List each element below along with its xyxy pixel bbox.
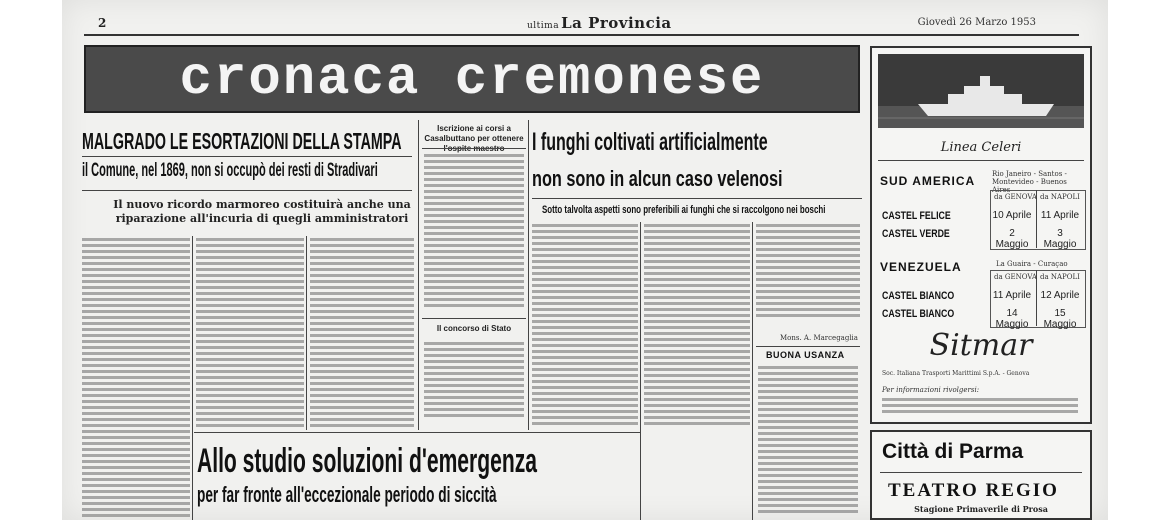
sitmar-advertisement [870, 46, 1092, 424]
middle-subheadline: non sono in alcun caso velenosi [532, 166, 783, 191]
info-line: Per informazioni rivolgersi: [882, 386, 980, 394]
col-genova: da GENOVA [994, 193, 1037, 201]
departure-date: 12 Aprile [1040, 290, 1080, 301]
text-column [310, 238, 414, 430]
left-headline: MALGRADO LE ESORTAZIONI DELLA STAMPA [82, 128, 402, 154]
divider [82, 190, 412, 191]
small-article-subhead: Il concorso di Stato [436, 324, 512, 333]
ship-name: CASTEL BIANCO [882, 308, 955, 320]
text-column [82, 238, 190, 520]
note-byline: Mons. A. Marcegaglia [780, 334, 858, 342]
sitmar-brand: Sitmar [929, 328, 1033, 363]
column-rule [418, 120, 419, 430]
departure-date: 14 Maggio [995, 308, 1029, 330]
header-rule [84, 34, 1079, 36]
col-napoli: da NAPOLI [1040, 273, 1080, 281]
divider [880, 472, 1082, 473]
text-column [882, 398, 1078, 416]
col-napoli: da NAPOLI [1040, 193, 1080, 201]
divider [532, 198, 862, 199]
departure-date: 11 Aprile [992, 290, 1032, 301]
column-rule [192, 236, 193, 520]
column-rule [752, 222, 753, 520]
bottom-headline: Allo studio soluzioni d'emergenza [197, 442, 537, 480]
issue-date: Giovedì 26 Marzo 1953 [917, 17, 1036, 28]
theatre-name: TEATRO REGIO [888, 480, 1059, 501]
departure-date: 11 Aprile [1040, 210, 1080, 221]
column-rule [306, 236, 307, 430]
south-america-route: Rio Janeiro - Santos - Montevideo - Buenos Aires [992, 170, 1067, 194]
page-number: 2 [98, 16, 107, 30]
departure-date: 10 Aprile [992, 210, 1032, 221]
divider [756, 346, 860, 347]
text-column [644, 224, 750, 428]
column-rule [528, 120, 529, 430]
venezuela-route: La Guaira - Curaçao [996, 260, 1068, 268]
text-column [532, 224, 638, 428]
departure-date: 15 Maggio [1043, 308, 1077, 330]
text-column [196, 238, 304, 430]
season-line: Stagione Primaverile di Prosa [914, 504, 1048, 514]
text-column [756, 224, 860, 320]
divider [194, 432, 640, 433]
ship-name: CASTEL FELICE [882, 210, 951, 222]
section-title: cronaca cremonese [179, 48, 765, 110]
text-column [424, 154, 524, 310]
masthead [527, 14, 672, 32]
departure-date: 2 Maggio [995, 228, 1029, 250]
section-banner [84, 45, 860, 113]
parma-title: Città di Parma [882, 440, 1024, 463]
masthead-prefix: ultima [527, 21, 560, 31]
ship-name: CASTEL BIANCO [882, 290, 955, 302]
divider [422, 148, 526, 149]
newspaper-page [62, 0, 1108, 520]
ship-name: CASTEL VERDE [882, 228, 950, 240]
column-rule [640, 222, 641, 520]
region-venezuela: VENEZUELA [880, 260, 962, 274]
linea-celeri: Linea Celeri [940, 140, 1022, 155]
text-column [758, 366, 858, 516]
middle-headline: I funghi coltivati artificialmente [532, 128, 768, 156]
departure-date: 3 Maggio [1043, 228, 1077, 250]
text-column [424, 342, 524, 420]
small-article-headline: Iscrizione ai corsi a Casalbuttano per ottenere [424, 124, 524, 143]
left-deck: Il nuovo ricordo marmoreo costituirà anche una riparazione all'incuria di quegli amministratori [113, 198, 411, 225]
region-south-america: SUD AMERICA [880, 174, 976, 188]
divider [878, 160, 1084, 161]
parma-advertisement [870, 430, 1092, 520]
ship-illustration [878, 54, 1084, 128]
page-header [62, 0, 1108, 34]
ship-icon [878, 54, 1084, 128]
divider [422, 318, 526, 319]
bottom-subheadline: per far fronte all'eccezionale periodo di siccità [197, 482, 497, 507]
divider [82, 156, 412, 157]
left-subheadline: il Comune, nel 1869, non si occupò dei resti di Stradivari [82, 160, 378, 181]
middle-deck: Sotto talvolta aspetti sono preferibili ai funghi che si raccolgono nei boschi [542, 204, 826, 216]
col-genova: da GENOVA [994, 273, 1037, 281]
masthead-title: La Provincia [561, 14, 672, 32]
company-name: Soc. Italiana Trasporti Marittimi S.p.A. - Genova [882, 370, 1030, 377]
note-title: BUONA USANZA [766, 350, 845, 360]
